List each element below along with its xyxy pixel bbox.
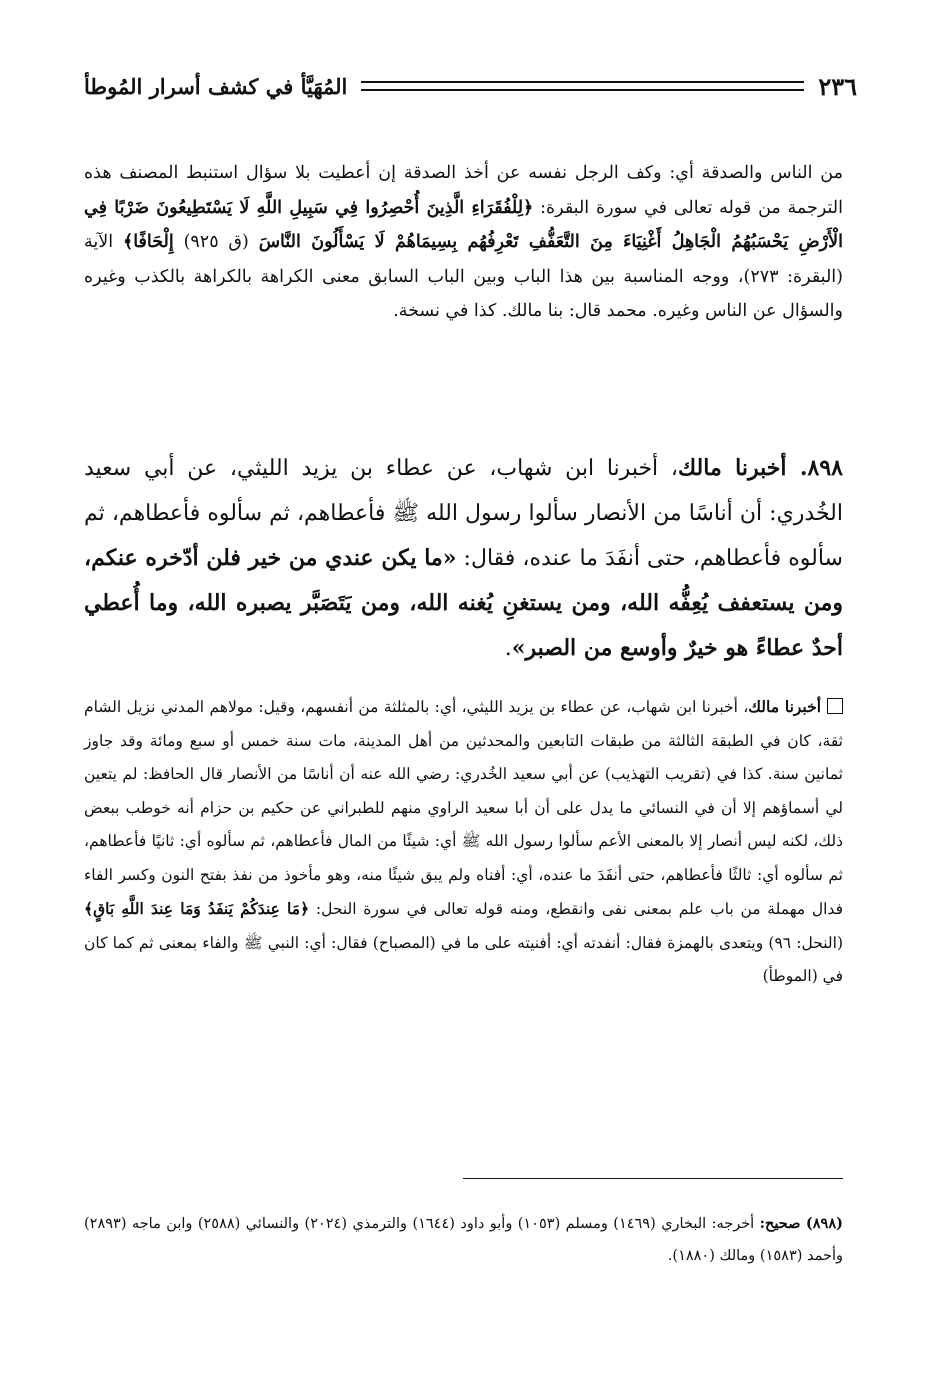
- hadith-898: [84, 446, 843, 671]
- commentary-quran-verse: ﴿مَا عِندَكُمْ يَنفَدُ وَمَا عِندَ اللَّهِ بَاقٍ﴾: [84, 899, 310, 918]
- footnote: [84, 1208, 843, 1272]
- commentary-lead: أخبرنا مالك: [748, 697, 822, 716]
- commentary-text: ، أخبرنا ابن شهاب، عن عطاء بن يزيد الليثي، أي: بالمثلثة من أنفسهم، وقيل: مولاهم المدني نزيل الشام ثقة، كان في الطبقة الثالثة من طبقات التابعين والمحدثين من أهل المدينة، مات سنة خمس أو سبع ومائة وقد جاوز ثمانين سنة. كذا في (تقريب التهذيب) عن أبي سعيد الخُدري: رضي الله عنه أن أناسًا من الأنصار قال الحافظ: لم يتعين لي أسماؤهم إلا أن في النسائي ما يدل على أن أبا سعيد الراوي منهم للطبراني عن حكيم بن حزام أنه خوطب ببعض ذلك، لكنه ليس أنصار إلا بالمعنى الأعم سألوا رسول الله ﷺ أي: شيئًا من المال فأعطاهم، ثم سألوه أي: ثانيًا فأعطاهم، ثم سألوه أي: ثالثًا فأعطاهم، حتى أنفَدَ ما عنده، أي: أفناه ولم يبق شيئًا منه، وهو مأخوذ من نفذ بفتح النون وكسر الفاء فدال مهملة من باب علم بمعنى نفى وانقطع، ومنه قوله تعالى في سورة النحل:: [84, 698, 843, 918]
- intro-quran-verse-end: إِلْحَافًا﴾: [122, 232, 174, 252]
- intro-text-b: الآية (البقرة: ٢٧٣)، ووجه المناسبة بين هذا الباب وبين الباب السابق معنى الكراهة بالكراهة بالكذب وغيره والسؤال عن الناس وغيره. محمد قال: بنا مالك. كذا في نسخة.: [84, 232, 843, 321]
- footnote-text: أخرجه: البخاري (١٤٦٩) ومسلم (١٠٥٣) وأبو داود (١٦٤٤) والترمذي (٢٠٢٤) والنسائي (٢٥٨٨) وابن ماجه (٢٨٩٣) وأحمد (١٥٨٣) ومالك (١٨٨٠).: [84, 1216, 843, 1264]
- hadith-end: .: [504, 636, 512, 661]
- page-header: [84, 66, 857, 106]
- footnote-grade: صحيح:: [759, 1215, 801, 1232]
- commentary-paragraph: [84, 690, 843, 994]
- footnote-divider: [463, 1178, 843, 1179]
- intro-text-a: من الناس والصدقة أي: وكف الرجل نفسه عن أخذ الصدقة إن أعطيت بلا سؤال استنبط المصنف هذه الترجمة من قوله تعالى في سورة البقرة:: [84, 163, 844, 218]
- header-rule: [361, 81, 804, 91]
- intro-paragraph: [84, 156, 843, 329]
- hadith-quote: «ما يكن عندي من خير فلن أدّخره عنكم، ومن يستعفف يُعِفُّه الله، ومن يستغنِ يُغنه الله، ومن يَتَصَبَّر يصبره الله، وما أُعطي أحدٌ عطاءً هو خيرٌ وأوسع من الصبر»: [84, 545, 843, 661]
- square-marker-icon: [827, 698, 843, 714]
- running-title: المُهَيَّأ في كشف أسرار المُوطأ: [84, 73, 348, 99]
- page-number: ٢٣٦: [818, 71, 857, 101]
- footnote-ref: (٨٩٨): [805, 1215, 843, 1232]
- commentary-text-b: (النحل: ٩٦) ويتعدى بالهمزة فقال: أنفدته أي: أفنيته على ما في (المصباح) فقال: أي: النبي ﷺ والفاء بمعنى ثم كما كان في (الموطأ): [84, 933, 844, 985]
- manuscript-mark: (ق ٩٢٥): [183, 232, 249, 252]
- hadith-text: ، أخبرنا ابن شهاب، عن عطاء بن يزيد الليثي، عن أبي سعيد الخُدري: أن أناسًا من الأنصار سألوا رسول الله ﷺ فأعطاهم، ثم سألوه فأعطاهم، ثم سألوه فأعطاهم، حتى أنفَدَ ما عنده، فقال:: [84, 456, 843, 571]
- intro-quran-verse: ﴿لِلْفُقَرَاءِ الَّذِينَ أُحْصِرُوا فِي سَبِيلِ اللَّهِ لَا يَسْتَطِيعُونَ ضَرْبًا فِي الْأَرْضِ يَحْسَبُهُمُ الْجَاهِلُ أَغْنِيَاءَ مِنَ التَّعَفُّفِ تَعْرِفُهُم بِسِيمَاهُمْ لَا يَسْأَلُونَ النَّاسَ: [84, 197, 843, 252]
- hadith-number-label: ٨٩٨. أخبرنا مالك: [678, 455, 843, 481]
